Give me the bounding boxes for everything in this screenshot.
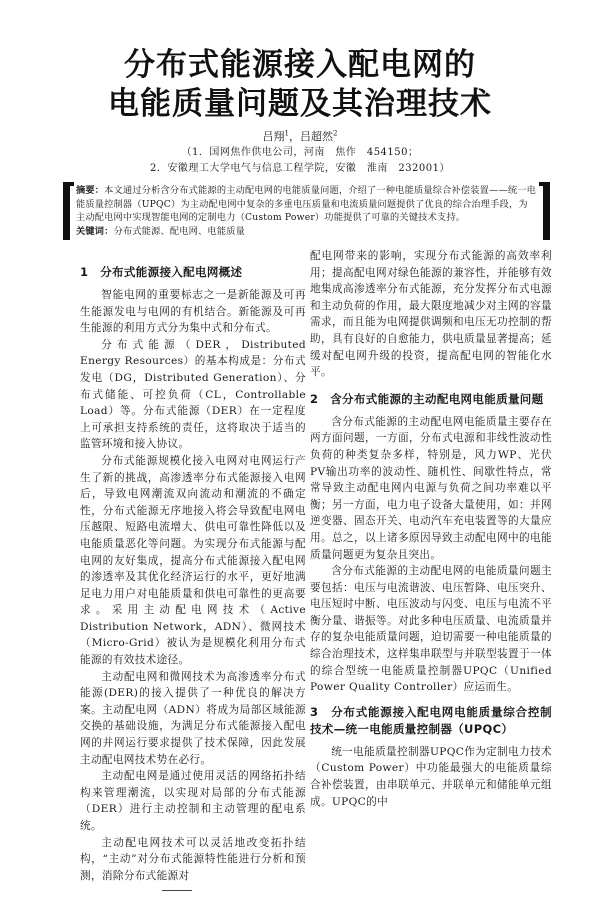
- paragraph: 主动配电网技术可以灵活地改变拓扑结构，“主动”对分布式能源特性能进行分析和预测，消除分布式能源对: [80, 836, 306, 882]
- paper-title-line-1: 分布式能源接入配电网的: [124, 47, 476, 83]
- author-separator: ，: [289, 130, 300, 143]
- paragraph: 含分布式能源的主动配电网的电能质量问题主要包括：电压与电流谐波、电压暂降、电压突升、电压短时中断、电压波动与闪变、电压与电流不平衡分量、谐振等。对此多种电压质量、电流质量并存的复杂电能质量问题，迫切需要一种电能质量的综合治理技术，这样集串联型与并联型装置于一体的综合型统一电能质量控制器UPQC（Unified Power Quality Controller）应运而生。: [310, 565, 552, 694]
- affiliation-2: 2．安徽理工大学电气与信息工程学院，安徽 淮南 232001）: [149, 163, 451, 174]
- author-2: 吕超然: [300, 130, 333, 143]
- paragraph: 主动配电网和微网技术为高渗透率分布式能源(DER)的接入提供了一种优良的解决方案。主动配电网（ADN）将成为局部区域能源交换的基础设施，为满足分布式能源接入配电网的并网运行要求提供了技术保障，因此发展主动配电网技术势在必行。: [80, 670, 306, 766]
- keywords-text: 分布式能源、配电网、电能质量: [113, 225, 245, 237]
- paragraph: 主动配电网是通过使用灵活的网络拓扑结构来管理潮流，以实现对局部的分布式能源（DER）进行主动控制和主动管理的配电系统。: [80, 770, 306, 832]
- abstract-label: 摘要：: [76, 185, 105, 196]
- keywords: [76, 225, 536, 239]
- paragraph: 统一电能质量控制器UPQC作为定制电力技术（Custom Power）中功能最强大的电能质量综合补偿装置，由串联单元、并联单元和储能单元组成。UPQC的中: [310, 745, 552, 808]
- footnote-rule: [162, 890, 192, 891]
- abstract-text: 本文通过分析含分布式能源的主动配电网的电能质量问题，介绍了一种电能质量综合补偿装置——统一电能质量控制器（UPQC）为主动配电网中复杂的多重电压质量和电流质量问题提供了优良的综合治理手段，为主动配电网中实现智能电网的定制电力（Custom Power）功能提供了可靠的关键技术支持。: [76, 185, 536, 223]
- section-heading-3: 3 分布式能源接入配电网电能质量综合控制技术—统一电能质量控制器（UPQC）: [310, 704, 552, 736]
- author-2-affiliation-mark: 2: [333, 129, 338, 138]
- keywords-label: 关键词：: [76, 225, 114, 237]
- author-1-affiliation-mark: 1: [284, 129, 289, 138]
- abstract-content: [76, 182, 536, 240]
- paragraph-continued: 配电网带来的影响，实现分布式能源的高效率利用；提高配电网对绿色能源的兼容性，并能够有效地集成高渗透率分布式能源，充分发挥分布式电源和主动负荷的作用，最大限度地减少对主网的容量需求，而且能为电网提供调频和电压无功控制的帮助，具有良好的自愈能力，供电质量显著提高；延缓对配电网升级的投资，提高配电网的智能化水平。: [310, 250, 552, 379]
- abstract-left-bracket: [63, 182, 70, 240]
- abstract-right-bracket: [543, 182, 550, 240]
- section-heading-1: 1 分布式能源接入配电网概述: [80, 265, 243, 279]
- author-1: 吕翔: [262, 130, 285, 143]
- paragraph: 智能电网的重要标志之一是新能源及可再生能源发电与电网的有机结合。新能源及可再生能源的利用方式分为集中式和分布式。: [80, 289, 306, 335]
- left-column: [80, 248, 306, 891]
- section-heading-2: 2 含分布式能源的主动配电网电能质量问题: [310, 391, 544, 406]
- paragraph: 含分布式能源的主动配电网电能质量主要存在两方面问题，一方面，分布式电源和非线性波动性负荷的种类复杂多样，特别是，风力WP、光伏PV输出功率的波动性、随机性、间歇性特点，常常导致主动配电网内电源与负荷之间功率难以平衡；另一方面，电力电子设备大量使用，如：并网逆变器、固态开关、电动汽车充电装置等的大量应用。总之，以上诸多原因导致主动配电网中的电能质量问题更为复杂且突出。: [310, 415, 552, 561]
- affiliation-1: （1．国网焦作供电公司，河南 焦作 454150；: [181, 147, 419, 158]
- abstract-block: [63, 182, 550, 240]
- authors: [0, 129, 600, 145]
- paragraph: 分布式能源规模化接入电网对电网运行产生了新的挑战，高渗透率分布式能源接入电网后，导致电网潮流双向流动和潮流的不确定性，分布式能源无序地接入将会导致配电网电压越限、短路电流增大、供电可靠性降低以及电能质量恶化等问题。为实现分布式能源与配电网的友好集成，提高分布式能源接入配电网的渗透率及其优化经济运行的水平，更好地满足电力用户对电能质量和供电可靠性的更高要求。采用主动配电网技术（Active Distribution Network，ADN）、微网技术（Micro-Grid）被认为是规模化利用分布式能源的有效技术途径。: [80, 454, 306, 667]
- paper-title-line-2: 电能质量问题及其治理技术: [108, 86, 492, 122]
- abstract: [76, 184, 536, 225]
- paragraph: 分布式能源（DER，Distributed Energy Resources）的基本构成是：分布式发电（DG，Distributed Generation）、分布式储能、可控负荷（CL，Controllable Load）等。分布式能源（DER）在一定程度上可承担支持系统的责任，这将取决于适当的监管环境和接入协议。: [80, 338, 306, 451]
- right-column: [310, 248, 552, 891]
- body-columns: [0, 248, 600, 891]
